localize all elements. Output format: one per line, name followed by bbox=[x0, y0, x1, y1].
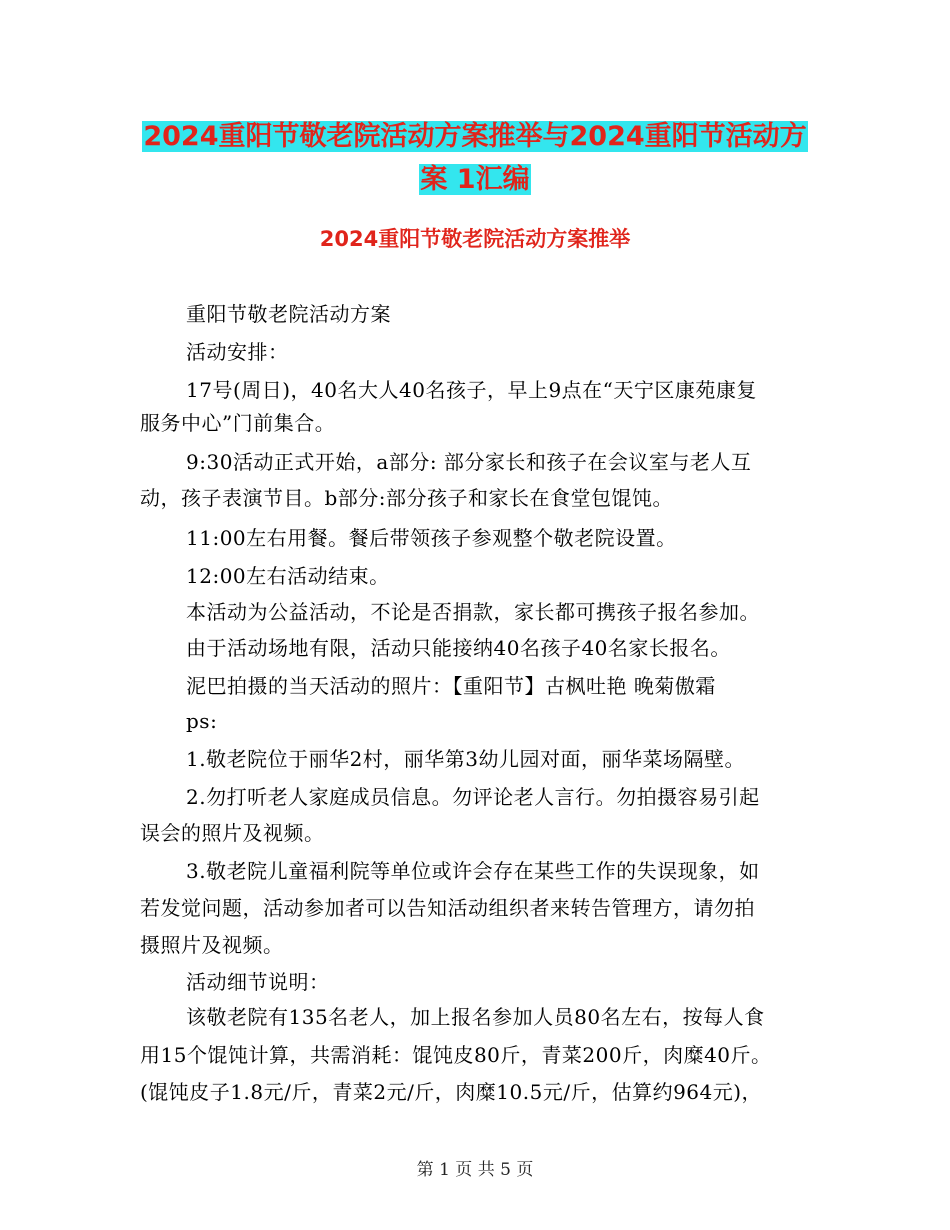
paragraph-line: 17号(周日)，40名大人40名孩子，早上9点在“天宁区康苑康复 bbox=[186, 378, 757, 402]
paragraph-line: 误会的照片及视频。 bbox=[140, 821, 325, 845]
document-title-line-1: 2024重阳节敬老院活动方案推举与2024重阳节活动方 bbox=[143, 121, 807, 152]
paragraph-line: ps: bbox=[186, 709, 218, 733]
paragraph-line: 服务中心”门前集合。 bbox=[140, 411, 336, 435]
paragraph-line: 活动安排： bbox=[186, 340, 289, 364]
paragraph-line: 11:00左右用餐。餐后带领孩子参观整个敬老院设置。 bbox=[186, 526, 677, 550]
paragraph-line: 泥巴拍摄的当天活动的照片：【重阳节】古枫吐艳 晚菊傲霜 bbox=[186, 674, 716, 698]
page-footer: 第 1 页 共 5 页 bbox=[416, 1160, 534, 1180]
paragraph-line: 本活动为公益活动，不论是否捐款，家长都可携孩子报名参加。 bbox=[186, 600, 760, 624]
paragraph-line: (馄饨皮子1.8元/斤，青菜2元/斤，肉糜10.5元/斤，估算约964元)， bbox=[140, 1080, 763, 1104]
paragraph-line: 活动细节说明： bbox=[186, 970, 330, 994]
paragraph-line: 该敬老院有135名老人，加上报名参加人员80名左右，按每人食 bbox=[186, 1005, 765, 1029]
paragraph-line: 重阳节敬老院活动方案 bbox=[186, 302, 391, 326]
paragraph-line: 9:30活动正式开始，a部分: 部分家长和孩子在会议室与老人互 bbox=[186, 450, 752, 474]
section-heading: 2024重阳节敬老院活动方案推举 bbox=[319, 227, 631, 251]
document-title-line-2: 案 1汇编 bbox=[420, 164, 530, 195]
paragraph-line: 动，孩子表演节目。b部分:部分孩子和家长在食堂包馄饨。 bbox=[140, 486, 674, 510]
paragraph-line: 1.敬老院位于丽华2村，丽华第3幼儿园对面，丽华菜场隔壁。 bbox=[186, 747, 746, 771]
paragraph-line: 用15个馄饨计算，共需消耗：馄饨皮80斤，青菜200斤，肉糜40斤。 bbox=[140, 1043, 772, 1067]
paragraph-line: 12:00左右活动结束。 bbox=[186, 564, 390, 588]
paragraph-line: 由于活动场地有限，活动只能接纳40名孩子40名家长报名。 bbox=[186, 636, 731, 660]
paragraph-line: 若发觉问题，活动参加者可以告知活动组织者来转告管理方，请勿拍 bbox=[140, 896, 755, 920]
paragraph-line: 2.勿打听老人家庭成员信息。勿评论老人言行。勿拍摄容易引起 bbox=[186, 785, 760, 809]
paragraph-line: 摄照片及视频。 bbox=[140, 933, 284, 957]
paragraph-line: 3.敬老院儿童福利院等单位或许会存在某些工作的失误现象，如 bbox=[186, 859, 760, 883]
